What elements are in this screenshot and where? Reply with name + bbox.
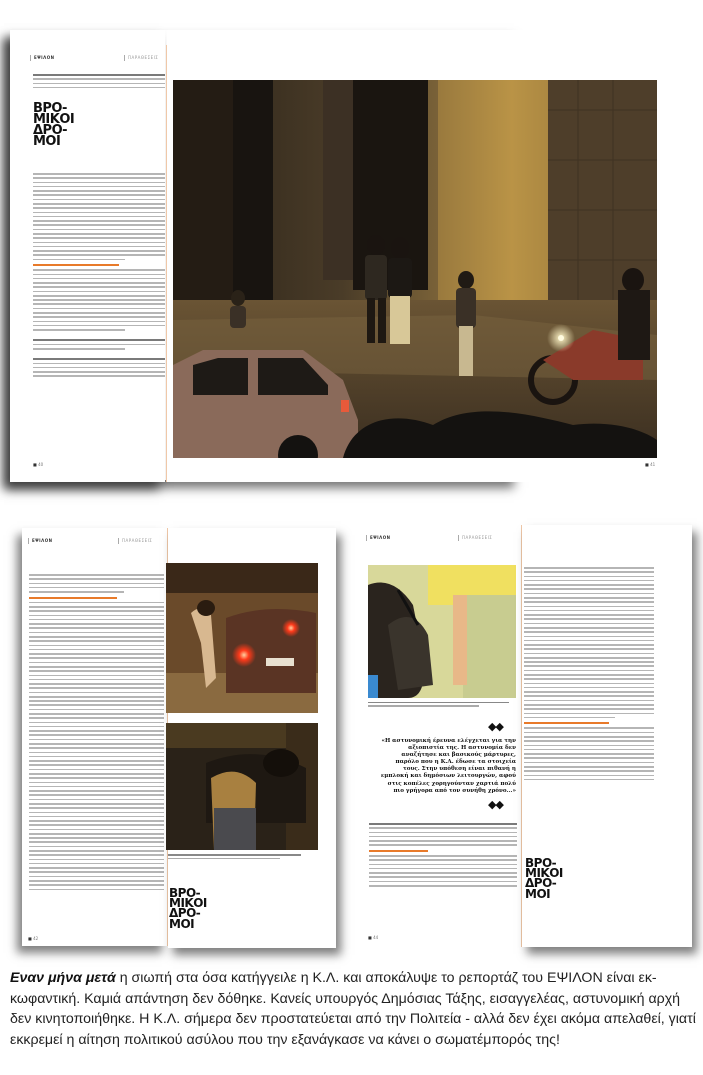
intro-text — [33, 74, 165, 91]
quote-ornament-top: ◆◆ — [488, 720, 503, 733]
page-number: ■ 40 — [33, 462, 43, 467]
orange-subheading — [369, 850, 428, 852]
photo-caption — [368, 702, 516, 707]
spread-top-left-page — [10, 30, 165, 482]
street-photo-image — [173, 80, 657, 458]
photo-caption — [168, 854, 308, 859]
orange-subheading — [29, 597, 117, 599]
caption-lead: Εναν μήνα μετά — [10, 970, 116, 986]
spread-top-right-page — [167, 30, 667, 482]
article-caption — [10, 968, 698, 1050]
body-text-column — [33, 173, 165, 380]
page-number: ■ 44 — [368, 935, 378, 940]
caption-body: η σιωπή στα όσα κατήγγειλε η Κ.Λ. και αποκάλυψε το ρεπορτάζ του ΕΨΙΛΟΝ είναι εκ-κωφαντική. Καμιά απάντηση δεν δόθηκε. Κανείς υπουργός Δημόσιας Τάξης, εισαγγελέας, αστυνομική αρχή δεν κινητοποιήθηκε. Η Κ.Λ. σήμερα δεν προστατεύεται από την Πολιτεία - αλλά δεν έχει ακόμα απελαθεί, γιατί εκκρεμεί η αίτηση πολιτικού ασύλου που την εξανάγκασε να κάνει ο σωματέμπορός της! — [10, 970, 696, 1048]
logo-vromikoi-dromoi: ΒΡΟ- ΜΙΚΟΙ ΔΡΟ- ΜΟΙ — [525, 856, 563, 901]
body-text-column — [369, 823, 517, 889]
tag-label: ΠΑΡΑΘΕΣΕΙΣ — [122, 538, 153, 543]
photo-night-street — [173, 80, 657, 458]
body-text-column — [29, 574, 164, 893]
logo-vromikoi-dromoi: ΒΡΟ- ΜΙΚΟΙ ΔΡΟ- ΜΟΙ — [33, 101, 75, 150]
photo-woman-phone — [368, 565, 516, 698]
orange-subheading — [524, 722, 609, 724]
tag-label: ΠΑΡΑΘΕΣΕΙΣ — [128, 55, 159, 60]
spread-bottom-left-right-page — [168, 528, 336, 948]
orange-subheading — [33, 264, 119, 266]
spread-bottom-right-left-page — [362, 525, 520, 947]
section-label: ΕΨΙΛΟΝ — [370, 535, 391, 540]
pull-quote: «Η αστυνομική έρευνα ελέγχεται για την αξιοπιστία της. Η αστυνομία δεν αναζήτησε και βασικούς μάρτυρες, παρόλο που η Κ.Λ. έδωσε τα στοιχεία τους. Στην υπόθεση είναι πιθανή η εμπλοκή και δημόσιων λειτουργών, αφού στις κοπέλες χορηγούνταν χαρτιά πολύ πιο γρήγορα από τον συνήθη χρόνο...» — [380, 738, 516, 794]
quote-ornament-bottom: ◆◆ — [488, 798, 503, 811]
page-number: ■ 42 — [28, 936, 38, 941]
woman-photo-image — [166, 723, 318, 850]
spread-bottom-left-page — [22, 528, 167, 946]
tag-label: ΠΑΡΑΘΕΣΕΙΣ — [462, 535, 493, 540]
spread-bottom-right-right-page — [522, 525, 692, 947]
section-label: ΕΨΙΛΟΝ — [34, 55, 55, 60]
body-text-column — [524, 567, 654, 783]
page-number: ■ 41 — [645, 462, 655, 467]
photo-car-taillights — [166, 563, 318, 713]
photo-woman-at-car — [166, 723, 318, 850]
section-label: ΕΨΙΛΟΝ — [32, 538, 53, 543]
car-photo-image — [166, 563, 318, 713]
logo-vromikoi-dromoi: ΒΡΟ- ΜΙΚΟΙ ΔΡΟ- ΜΟΙ — [169, 886, 207, 931]
phone-photo-image — [368, 565, 516, 698]
